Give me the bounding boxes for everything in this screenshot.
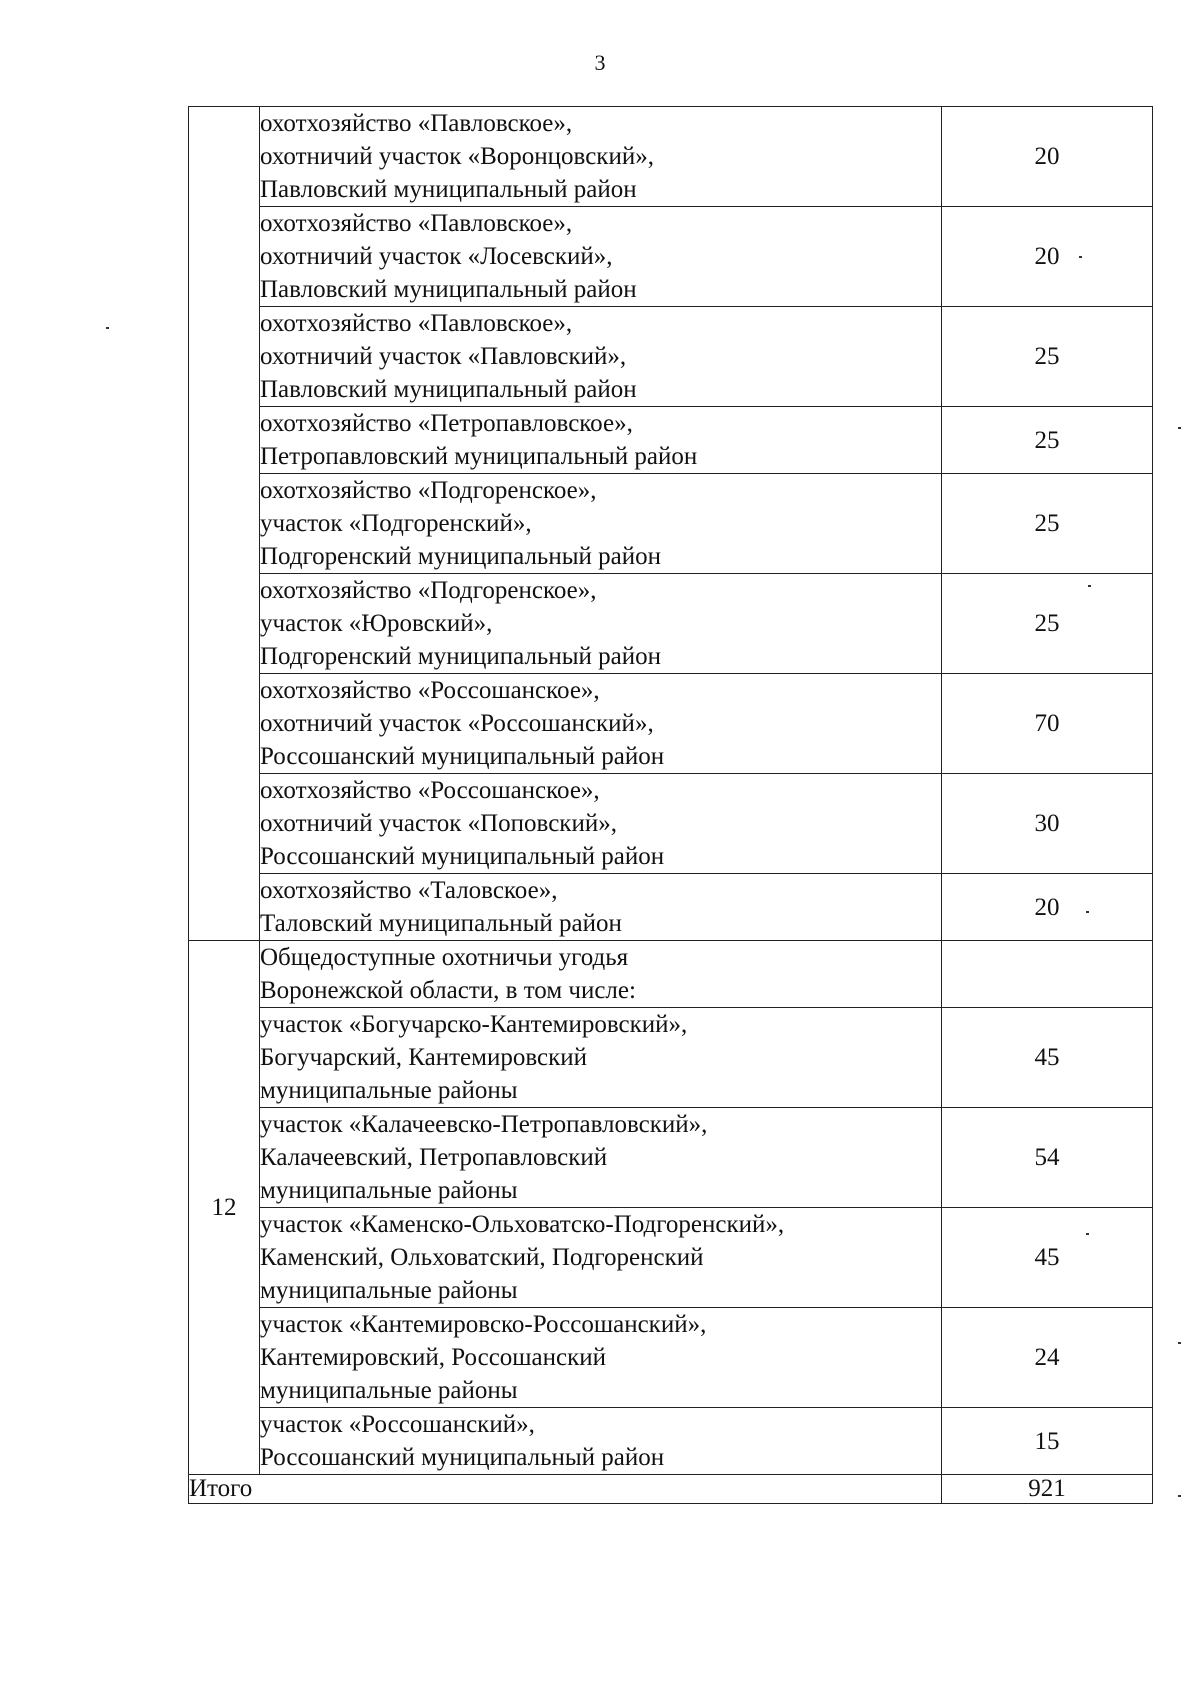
quota-value: 24 xyxy=(942,1308,1153,1408)
hunting-ground-name xyxy=(260,1108,942,1208)
table-row xyxy=(189,207,1153,307)
table-row xyxy=(189,107,1153,207)
table-body xyxy=(189,107,1153,1475)
scan-speck xyxy=(1178,427,1181,429)
name-line: Калачеевский, Петропавловский xyxy=(260,1144,608,1171)
hunting-ground-name xyxy=(260,307,942,407)
table-row xyxy=(189,1008,1153,1108)
name-line: охотхозяйство «Таловское», xyxy=(260,877,558,904)
scan-speck xyxy=(1178,1495,1181,1497)
table-row xyxy=(189,474,1153,574)
name-line: Петропавловский муниципальный район xyxy=(260,443,698,470)
quota-value: 54 xyxy=(942,1108,1153,1208)
name-line: муниципальные районы xyxy=(260,1377,518,1404)
hunting-ground-name xyxy=(260,1208,942,1308)
name-line: участок «Богучарско-Кантемировский», xyxy=(260,1011,688,1038)
page-number: 3 xyxy=(594,50,606,75)
name-line: Павловский муниципальный район xyxy=(260,276,637,303)
total-label: Итого xyxy=(189,1475,942,1504)
scan-speck xyxy=(1088,585,1091,587)
table-row xyxy=(189,874,1153,941)
table-row xyxy=(189,941,1153,1008)
name-line: охотхозяйство «Павловское», xyxy=(260,210,573,237)
hunting-ground-name xyxy=(260,574,942,674)
hunting-ground-name xyxy=(260,674,942,774)
name-line: Павловский муниципальный район xyxy=(260,376,637,403)
name-line: Россошанский муниципальный район xyxy=(260,843,665,870)
name-line: участок «Каменско-Ольховатско-Подгоренский», xyxy=(260,1211,785,1238)
name-line: муниципальные районы xyxy=(260,1277,518,1304)
total-value: 921 xyxy=(942,1475,1153,1504)
name-line: Воронежской области, в том числе: xyxy=(260,977,636,1004)
table-row xyxy=(189,1208,1153,1308)
name-line: Таловский муниципальный район xyxy=(260,910,622,937)
quota-table xyxy=(188,106,1153,1504)
hunting-ground-name xyxy=(260,1408,942,1475)
name-line: охотничий участок «Лосевский», xyxy=(260,243,613,270)
name-line: охотничий участок «Воронцовский», xyxy=(260,143,654,170)
quota-value: 25 xyxy=(942,407,1153,474)
quota-value: 20 xyxy=(942,874,1153,941)
name-line: Кантемировский, Россошанский xyxy=(260,1344,607,1371)
quota-value: 30 xyxy=(942,774,1153,874)
name-line: охотничий участок «Поповский», xyxy=(260,810,617,837)
quota-value: 20 xyxy=(942,207,1153,307)
table-row xyxy=(189,407,1153,474)
name-line: охотхозяйство «Россошанское», xyxy=(260,677,600,704)
name-line: муниципальные районы xyxy=(260,1177,518,1204)
row-number-cell: 12 xyxy=(189,941,260,1475)
name-line: Подгоренский муниципальный район xyxy=(260,543,661,570)
quota-value: 25 xyxy=(942,474,1153,574)
quota-value: 20 xyxy=(942,107,1153,207)
scan-speck xyxy=(106,327,109,329)
quota-value: 70 xyxy=(942,674,1153,774)
table-row xyxy=(189,774,1153,874)
name-line: участок «Юровский», xyxy=(260,610,493,637)
table-row xyxy=(189,1108,1153,1208)
name-line: участок «Россошанский», xyxy=(260,1411,535,1438)
quota-value: 25 xyxy=(942,307,1153,407)
name-line: Россошанский муниципальный район xyxy=(260,1444,665,1471)
total-row xyxy=(189,1475,1153,1504)
hunting-ground-name xyxy=(260,874,942,941)
table-row xyxy=(189,574,1153,674)
name-line: охотхозяйство «Павловское», xyxy=(260,310,573,337)
quota-value: 15 xyxy=(942,1408,1153,1475)
table-row xyxy=(189,307,1153,407)
name-line: охотхозяйство «Подгоренское», xyxy=(260,477,597,504)
hunting-ground-name xyxy=(260,474,942,574)
hunting-ground-name xyxy=(260,1008,942,1108)
table-row xyxy=(189,674,1153,774)
scan-speck xyxy=(1079,256,1082,258)
name-line: Богучарский, Кантемировский xyxy=(260,1044,587,1071)
name-line: охотничий участок «Павловский», xyxy=(260,343,627,370)
name-line: Подгоренский муниципальный район xyxy=(260,643,661,670)
name-line: охотхозяйство «Петропавловское», xyxy=(260,410,633,437)
name-line: Павловский муниципальный район xyxy=(260,176,637,203)
name-line: муниципальные районы xyxy=(260,1077,518,1104)
hunting-ground-name xyxy=(260,941,942,1008)
scan-speck xyxy=(1178,1342,1181,1344)
name-line: охотхозяйство «Россошанское», xyxy=(260,777,600,804)
name-line: участок «Калачеевско-Петропавловский», xyxy=(260,1111,708,1138)
name-line: Россошанский муниципальный район xyxy=(260,743,665,770)
quota-value: 45 xyxy=(942,1008,1153,1108)
hunting-ground-name xyxy=(260,407,942,474)
table-row xyxy=(189,1408,1153,1475)
hunting-ground-name xyxy=(260,107,942,207)
name-line: охотхозяйство «Павловское», xyxy=(260,110,573,137)
quota-value xyxy=(942,941,1153,1008)
name-line: участок «Подгоренский», xyxy=(260,510,532,537)
hunting-ground-name xyxy=(260,1308,942,1408)
name-line: участок «Кантемировско-Россошанский», xyxy=(260,1311,707,1338)
scan-speck xyxy=(1086,911,1089,913)
quota-value: 25 xyxy=(942,574,1153,674)
hunting-ground-name xyxy=(260,774,942,874)
name-line: охотхозяйство «Подгоренское», xyxy=(260,577,597,604)
hunting-ground-name xyxy=(260,207,942,307)
scan-speck xyxy=(1086,1233,1089,1235)
name-line: Каменский, Ольховатский, Подгоренский xyxy=(260,1244,704,1271)
name-line: охотничий участок «Россошанский», xyxy=(260,710,654,737)
table-row xyxy=(189,1308,1153,1408)
quota-value: 45 xyxy=(942,1208,1153,1308)
row-number-cell xyxy=(189,107,260,941)
name-line: Общедоступные охотничьи угодья xyxy=(260,944,629,971)
